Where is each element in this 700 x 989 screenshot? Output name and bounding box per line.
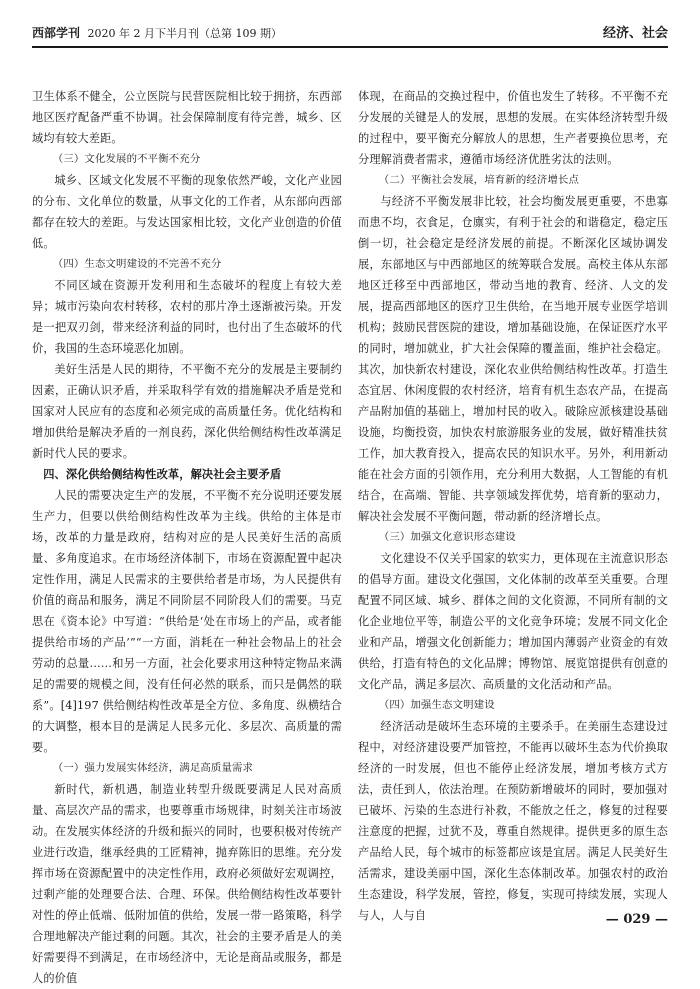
issue-info: 2020 年 2 月下半月刊（总第 109 期） — [87, 27, 282, 40]
paragraph: 体现，在商品的交换过程中，价值也发生了转移。不平衡不充分发展的关键是人的发展，思想的发展。在实体经济转型升级的过程中，要平衡充分解放人的思想，生产者要换位思考，充分理解消费者需求，遵循市场经济优胜劣汰的法则。 — [358, 90, 668, 166]
subsection-heading: （三）文化发展的不平衡不充分 — [52, 153, 201, 165]
subsection-heading: （四）加强生态文明建设 — [378, 699, 495, 711]
left-column — [32, 86, 342, 985]
paragraph: 人民的需要决定生产的发展，不平衡不充分说明还要发展生产力，但要以供给侧结构性改革为主线。供给的主体是市场，改革的力量是政府，结构对应的是人民美好生活的高质量、多角度追求。在市场经济体制下，市场在资源配置中起决定性作用，满足人民需求的主要供给者是市场，为人民提供有价值的商品和服务，满足不同阶层不同阶段人们的需要。马克思在《资本论》中写道：“供给是‘处在市场上的产品，或者能提供给市场的产品’”“一方面，消耗在一种社会物品上的社会劳动的总量……和另一方面，社会化要求用这种特定物品来满足的需要的规模之间，没有任何必然的联系，而只是偶然的联系”。[4]197 供给侧结构性改革是全方位、多角度、纵横结合的大调整，根本目的是满足人民多元化、多层次、高质量的需要。 — [32, 489, 342, 754]
paragraph: 与经济不平衡发展非比较，社会均衡发展更重要，不患寡而患不均，衣食足，仓廪实，有利于社会的和谐稳定，稳定压倒一切，社会稳定是经济发展的前提。不断深化区域协调发展，东部地区与中西部地区的统筹联合发展。高校主体从东部地区迁移至中西部地区，带动当地的教育、经济、人文的发展，提高西部地区的医疗卫生供给，在当地开展专业医学培训机构；鼓励民营医院的建设，增加基础设施，在保证医疗水平的同时，增加就业，扩大社会保障的覆盖面，维护社会稳定。其次，加快新农村建设，深化农业供给侧结构性改革。打造生态宜居、休闲度假的农村经济，培育有机生态农产品，在提高产品附加值的基础上，增加村民的收入。破除应派核建设基础设施，均衡投资，加快农村旅游服务业的发展，做好精准扶贫工作，加大教育投入，提高农民的知识水平。另外，利用新动能在社会方面的引领作用，充分利用大数据，人工智能的有机结合，在高端、智能、共享领域发挥优势，培育新的驱动力，解决社会发展不平衡问题，带动新的经济增长点。 — [358, 195, 668, 523]
running-header — [32, 22, 668, 48]
paragraph: 城乡、区域文化发展不平衡的现象依然严峻，文化产业园的分布、文化单位的数量，从事文化的工作者，从东部向西部都存在较大的差距。与发达国家相比较，文化产业创造的价值低。 — [32, 174, 342, 250]
paragraph: 新时代，新机遇，制造业转型升级既要满足人民对高质量、高层次产品的需求，也要尊重市场规律，时刻关注市场波动。在发展实体经济的升级和振兴的同时，也要积极对传统产业进行改造，继承经典的工匠精神，抛弃陈旧的思维。充分发挥市场在资源配置中的决定性作用，政府必须做好宏观调控，过剩产能的处理要合法、合理、环保。供给侧结构性改革要针对性的停止低端、低附加值的供给，发展一带一路策略，科学合理地解决产能过剩的问题。其次，社会的主要矛盾是人的美好需要得不到满足，在市场经济中，无论是商品或服务，都是人的价值 — [32, 783, 342, 985]
header-left — [32, 24, 282, 41]
journal-name: 西部学刊 — [32, 26, 81, 40]
subsection-heading: （一）强力发展实体经济，满足高质量需求 — [52, 762, 254, 774]
subsection-heading: （二）平衡社会发展，培育新的经济增长点 — [378, 174, 580, 186]
paragraph: 不同区域在资源开发利用和生态破坏的程度上有较大差异；城市污染向农村转移，农村的那片净土逐渐被污染。开发是一把双刃剑，带来经济利益的同时，也付出了生态破坏的代价，我国的生态环境恶化加剧。 — [32, 279, 342, 355]
paragraph: 经济活动是破坏生态环境的主要杀手。在美丽生态建设过程中，对经济建设要严加管控，不能再以破坏生态为代价换取经济的一时发展，但也不能停止经济发展，增加考核方式方法，责任到人，依法治理。在预防新增破坏的同时，要加强对已破坏、污染的生态进行补救，不能放之任之，修复的过程要注意度的把握，过犹不及，尊重自然规律。提供更多的原生态产品给人民，每个城市的标签都应该是宜居。满足人民美好生活需求，建设美丽中国，深化生态体制改革。加强农村的政治生态建设，科学发展，管控，修复，实现可持续发展，实现人与人，人与自 — [358, 720, 668, 922]
paragraph: 美好生活是人民的期待，不平衡不充分的发展是主要制约因素，正确认识矛盾，并采取科学有效的措施解决矛盾是党和国家对人民应有的态度和必须完成的高质量任务。优化结构和增加供给是解决矛盾的一剂良药，深化供给侧结构性改革满足新时代人民的要求。 — [32, 363, 342, 460]
paragraph: 文化建设不仅关乎国家的软实力，更体现在主流意识形态的倡导方面。建设文化强国，文化体制的改革至关重要。合理配置不同区域、城乡、群体之间的文化资源，不同所有制的文化企业地位平等，制造公平的文化竞争环境；发展不同文化企业和产品，增强文化创新能力；增加国内薄弱产业资金的有效供给，打造有特色的文化品牌；博物馆、展览馆提供有创意的文化产品，满足多层次、高质量的文化活动和产品。 — [358, 552, 668, 691]
page-number: — 029 — — [605, 912, 668, 927]
section-name: 经济、社会 — [602, 26, 668, 41]
paragraph: 卫生体系不健全，公立医院与民营医院相比较于拥挤，东西部地区医疗配备严重不协调。社会保障制度有待完善，城乡、区域均有较大差距。 — [32, 90, 342, 145]
subsection-heading: （四）生态文明建设的不完善不充分 — [52, 258, 222, 270]
subsection-heading: （三）加强文化意识形态建设 — [378, 531, 516, 543]
section-heading: 四、深化供给侧结构性改革，解决社会主要矛盾 — [43, 467, 282, 481]
